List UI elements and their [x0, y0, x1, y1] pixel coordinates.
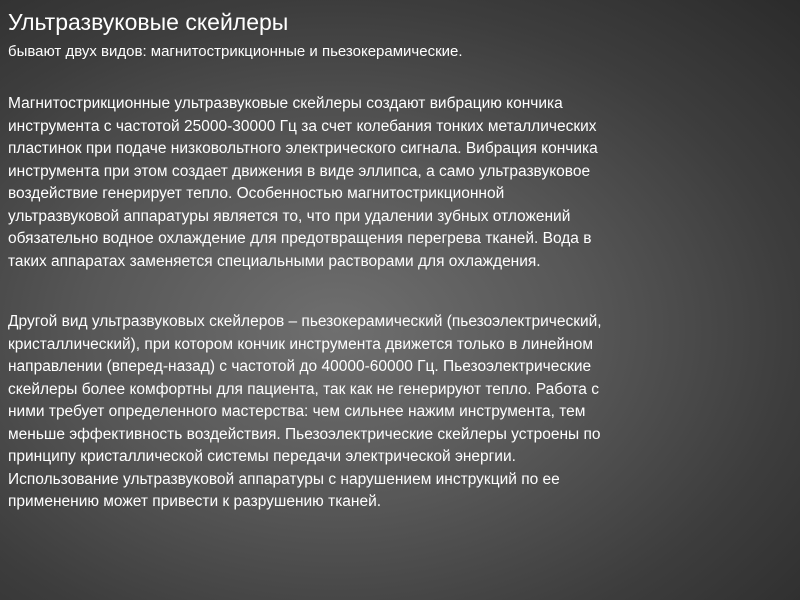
text-line: кристаллический), при котором кончик инструмента движется только в линейном: [8, 335, 594, 353]
text-line: применению может привести к разрушению тканей.: [8, 493, 382, 510]
text-line: инструмента при этом создает движения в виде эллипса, а само ультразвуковое: [8, 162, 591, 180]
text-line: ультразвуковой аппаратуры является то, что при удалении зубных отложений: [8, 207, 571, 225]
text-line: пластинок при подаче низковольтного электрического сигнала. Вибрация кончика: [8, 140, 598, 157]
text-line: воздействие генерирует тепло. Особенностью магнитострикционной: [8, 185, 505, 202]
text-line: скейлеры более комфортны для пациента, так как не генерируют тепло. Работа с: [8, 380, 599, 398]
text-line: Использование ультразвуковой аппаратуры с нарушением инструкций по ее: [8, 470, 560, 488]
slide-title: Ультразвуковые скейлеры: [8, 9, 289, 35]
text-line: Магнитострикционные ультразвуковые скейлеры создают вибрацию кончика: [8, 95, 563, 112]
text-line: ними требует определенного мастерства: чем сильнее нажим инструмента, тем: [8, 403, 586, 420]
paragraph-piezoceramic: [8, 311, 792, 514]
text-line: принципу кристаллической системы передачи электрической энергии.: [8, 448, 516, 465]
text-line: инструмента с частотой 25000-30000 Гц за счет колебания тонких металлических: [8, 117, 597, 135]
slide-subtitle: бывают двух видов: магнитострикционные и пьезокерамические.: [8, 43, 463, 60]
paragraph-magnetostrictive: [8, 93, 792, 273]
text-line: меньше эффективность воздействия. Пьезоэлектрические скейлеры устроены по: [8, 425, 601, 443]
text-line: Другой вид ультразвуковых скейлеров – пьезокерамический (пьезоэлектрический,: [8, 313, 602, 330]
text-line: таких аппаратах заменяется специальными растворами для охлаждения.: [8, 252, 541, 270]
text-line: направлении (вперед-назад) с частотой до 40000-60000 Гц. Пьезоэлектрические: [8, 358, 592, 375]
text-line: обязательно водное охлаждение для предотвращения перегрева тканей. Вода в: [8, 230, 592, 247]
